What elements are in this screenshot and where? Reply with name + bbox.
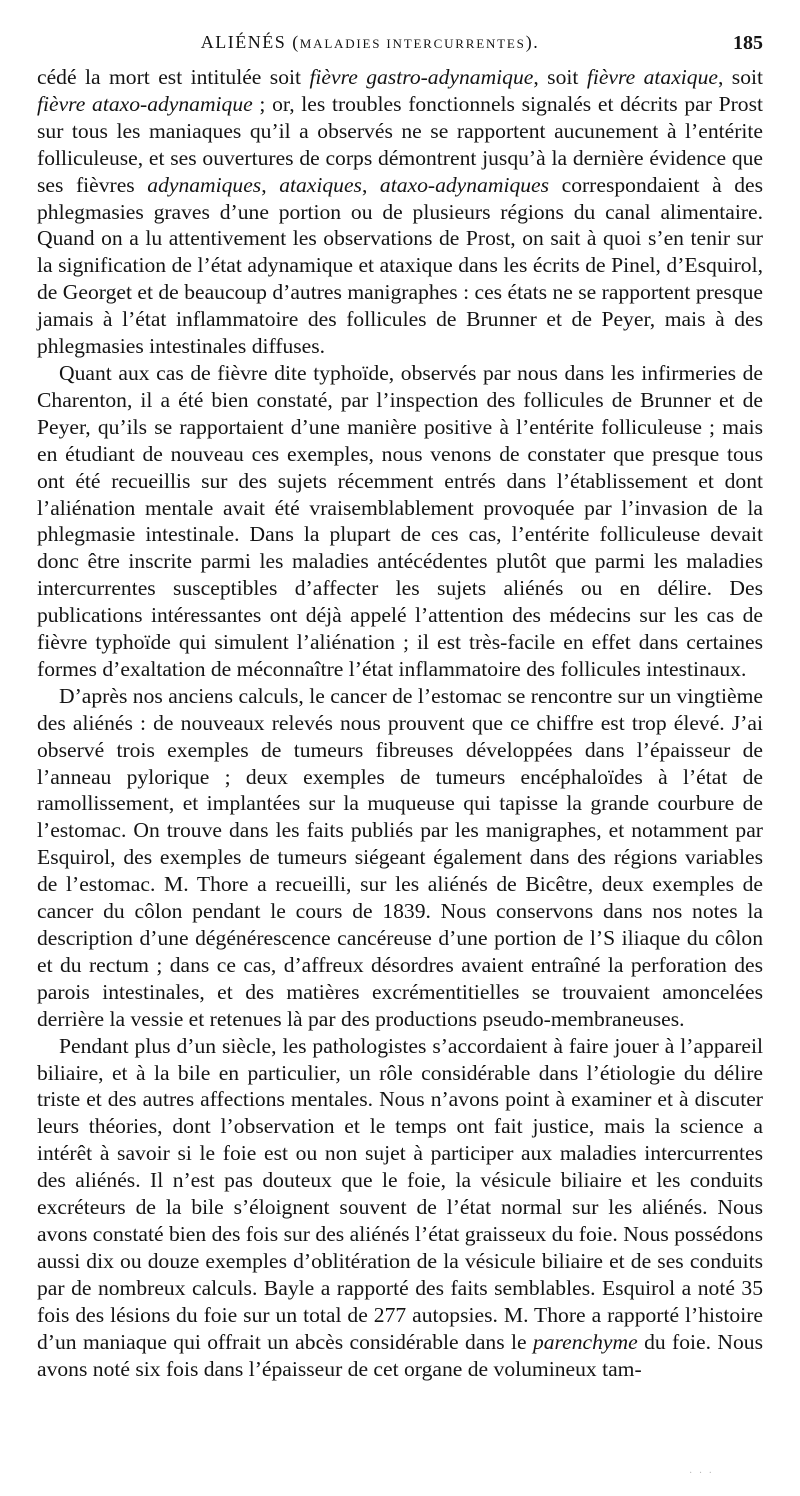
running-head (37, 24, 763, 64)
running-title-close: ). (525, 32, 540, 52)
text-run: Quant aux cas de fièvre dite typhoïde, observés par nous dans les infirmeries de Charenton, il a été bien constaté, par l’inspection des follicules de Brunner et de Peyer, qu’ils se rapportaient d’une manière positive à l’entérite folliculeuse ; mais en étudiant de nouveau ces exemples, nous venons de constater que presque tous ont été recueillis sur des sujets récemment entrés dans l’établissement et dont l’aliénation mentale avait été vraisemblablement provoquée par l’invasion de la phlegmasie intestinale. Dans la plupart de ces cas, l’entérite folliculeuse devait donc être inscrite parmi les maladies antécédentes plutôt que parmi les maladies intercurrentes susceptibles d’affecter les sujets aliénés ou en délire. Des publications intéressantes ont déjà appelé l’attention des médecins sur les cas de fièvre typhoïde qui simulent l’aliénation ; il est très-facile en effet dans certaines formes d’exaltation de méconnaître l’état inflammatoire des follicules intestinaux. (37, 360, 763, 681)
text-run: , (361, 172, 380, 197)
text-run: correspondaient à des phlegmasies graves d’une portion ou de plusieurs régions du canal alimentaire. Quand on a lu attentivement les observations de Prost, on sait à quoi s’en tenir sur la signification de l’état adynamique et ataxique dans les écrits de Pinel, d’Esquirol, de Georget et de beaucoup d’autres manigraphes : ces états ne se rapportent presque jamais à l’état inflammatoire des follicules de Brunner et de Peyer, mais à des phlegmasies intestinales diffuses. (37, 172, 764, 359)
text-run: ; or, les troubles fonctionnels signalés et décrits par Prost sur tous les maniaques qu’il a observés ne se rapportent aucunement à l’entérite folliculeuse, et ses ouvertures de corps démontrent jusqu’à la dernière évidence que ses fièvres (37, 91, 763, 197)
running-title (37, 32, 763, 53)
page-number: 185 (733, 32, 763, 54)
body-text (37, 64, 763, 1382)
text-run: D’après nos anciens calculs, le cancer de l’estomac se rencontre sur un vingtième des aliénés : de nouveaux relevés nous prouvent que ce chiffre est trop élevé. J’ai observé trois exemples de tumeurs fibreuses développées dans l’épaisseur de l’anneau pylorique ; deux exemples de tumeurs encéphaloïdes à l’état de ramollissement, et implantées sur la muqueuse qui tapisse la grande courbure de l’estomac. On trouve dans les faits publiés par les manigraphes, et notamment par Esquirol, des exemples de tumeurs siégeant également dans des régions variables de l’estomac. M. Thore a recueilli, sur les aliénés de Bicêtre, deux exemples de cancer du côlon pendant le cours de 1839. Nous conservons dans nos notes la description d’une dégénérescence cancéreuse d’une portion de l’S iliaque du côlon et du rectum ; dans ce cas, d’affreux désordres avaient entraîné la perforation des parois intestinales, et des matières excrémentitielles se trouvaient amoncelées derrière la vessie et retenues là par des productions pseudo-membraneuses. (37, 683, 763, 1031)
italic-term: adynamiques (147, 172, 262, 197)
text-run: , soit (717, 65, 763, 89)
running-title-small-caps: MALADIES INTERCURRENTES (299, 36, 526, 51)
paragraph (37, 1033, 763, 1383)
running-title-main: ALIÉNÉS ( (200, 32, 300, 52)
paragraph (37, 64, 763, 360)
italic-term: fièvre gastro-adynamique (309, 65, 534, 89)
italic-term: fièvre ataxique (586, 65, 718, 89)
italic-term: ataxo-adynamiques (379, 172, 550, 197)
paragraph (37, 683, 763, 1033)
book-page (37, 24, 763, 1382)
text-run: , (261, 172, 280, 197)
paragraph (37, 360, 763, 683)
italic-term: ataxiques (279, 172, 362, 197)
italic-term: parenchyme (532, 1329, 638, 1354)
text-run: , soit (533, 65, 587, 89)
text-run: cédé la mort est intitulée soit (37, 65, 310, 89)
italic-term: fièvre ataxo-adynamique (37, 91, 253, 116)
text-run: Pendant plus d’un siècle, les pathologistes s’accordaient à faire jouer à l’appareil biliaire, et à la bile en particulier, un rôle considérable dans l’étiologie du délire triste et des autres affections mentales. Nous n’avons point à examiner et à discuter leurs théories, dont l’observation et le temps ont fait justice, mais la science a intérêt à savoir si le foie est ou non sujet à participer aux maladies intercurrentes des aliénés. Il n’est pas douteux que le foie, la vésicule biliaire et les conduits excréteurs de la bile s’éloignent souvent de l’état normal sur les aliénés. Nous avons constaté bien des fois sur des aliénés l’état graisseux du foie. Nous possédons aussi dix ou douze exemples d’oblitération de la vésicule biliaire et de ses conduits par de nombreux calculs. Bayle a rapporté des faits semblables. Esquirol a noté 35 fois des lésions du foie sur un total de 277 autopsies. M. Thore a rapporté l’histoire d’un maniaque qui offrait un abcès considérable dans le (37, 1033, 763, 1354)
text-run: du foie. Nous avons noté six fois dans l’épaisseur de cet organe de volumineux tam- (37, 1329, 763, 1381)
footer-dots: · · · (689, 1468, 714, 1479)
